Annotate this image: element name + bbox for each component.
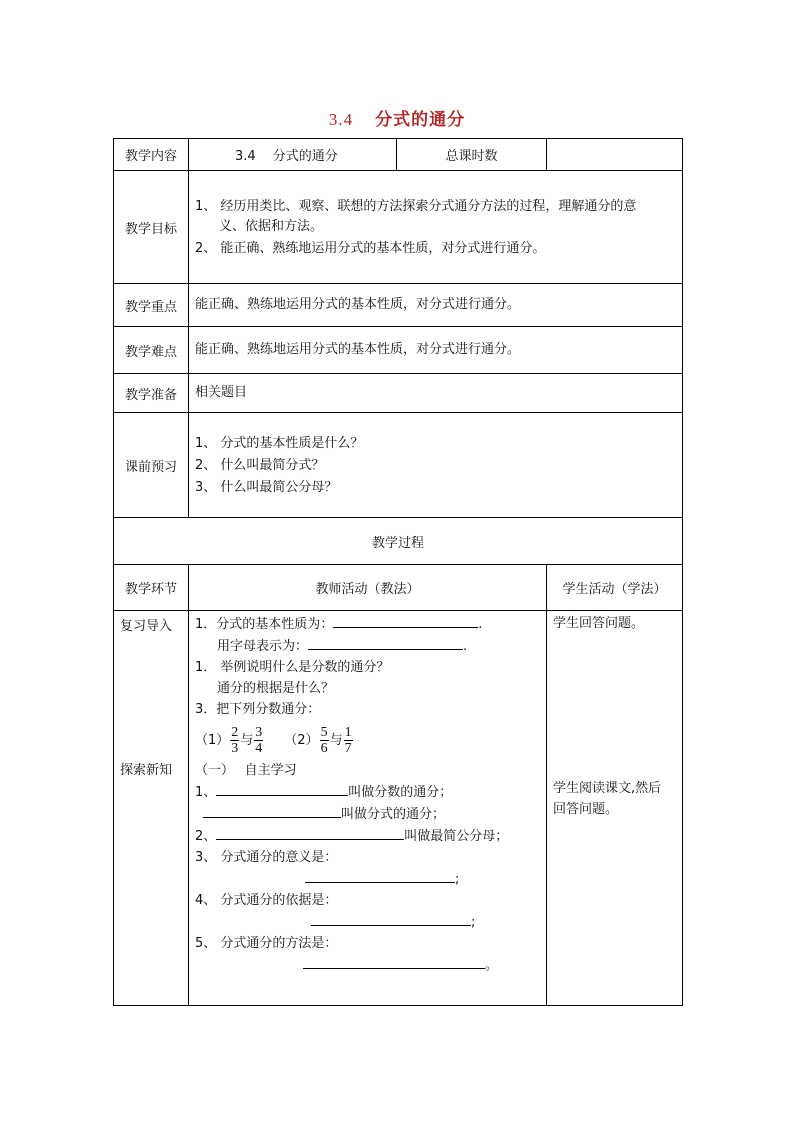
fraction: $\frac{5}{6}$ (320, 724, 328, 756)
blank-line (311, 911, 471, 926)
key-point-row (114, 283, 682, 326)
blank-line (203, 803, 341, 818)
difficulty-text: 能正确、熟练地运用分式的基本性质，对分式进行通分。 (195, 342, 521, 357)
blank-line (305, 868, 455, 883)
preview-label: 课前预习 (114, 413, 189, 517)
preview-content (189, 413, 682, 517)
step-column (114, 611, 189, 1005)
difficulty-label: 教学难点 (114, 327, 189, 373)
section-heading: （一） 自主学习 (195, 763, 297, 778)
step-header: 教学环节 (114, 565, 189, 610)
content-label: 教学内容 (114, 139, 189, 170)
content-value: 3.4 分式的通分 (189, 139, 397, 170)
document-title (0, 105, 794, 130)
teacher-line: 用字母表示为： . (195, 635, 540, 657)
preparation-row (114, 373, 682, 412)
step-review: 复习导入 (120, 619, 173, 634)
process-header-row (114, 564, 682, 610)
teacher-line: 2、 叫做最简公分母； (195, 825, 540, 847)
step-explore: 探索新知 (120, 763, 173, 778)
process-body-row (114, 610, 682, 1005)
goals-content (189, 171, 682, 283)
blank-line (216, 781, 348, 796)
process-title-row (114, 517, 682, 564)
teacher-line: 3、 分式通分的意义是： (195, 850, 338, 865)
teacher-line: 通分的根据是什么？ (217, 681, 335, 696)
process-title: 教学过程 (371, 535, 424, 551)
key-point-text: 能正确、熟练地运用分式的基本性质，对分式进行通分。 (195, 297, 521, 312)
hours-label: 总课时数 (397, 139, 547, 170)
blank-line (308, 635, 463, 650)
difficulty-row (114, 326, 682, 373)
content-row (114, 139, 682, 170)
fraction: $\frac{1}{7}$ (344, 724, 352, 756)
title-number: 3.4 (328, 110, 354, 129)
teacher-line: 4、 分式通分的依据是： (195, 893, 338, 908)
preview-row (114, 412, 682, 517)
goals-row (114, 170, 682, 283)
blank-line (303, 954, 485, 969)
student-activity: 学生回答问题。 (553, 616, 645, 631)
teacher-line: 叫做分式的通分； (195, 803, 540, 825)
key-point-label: 教学重点 (114, 284, 189, 326)
teacher-line: ; (195, 868, 540, 890)
goal-item: 1、 经历用类比、观察、联想的方法探索分式通分方法的过程，理解通分的意 (195, 199, 637, 214)
teacher-line: 5、 分式通分的方法是： (195, 936, 338, 951)
goal-item: 义、依据和方法。 (219, 219, 324, 234)
hours-value (547, 139, 682, 170)
student-activity: 回答问题。 (553, 802, 619, 817)
preview-item: 2、 什么叫最简分式？ (195, 458, 325, 473)
preparation-label: 教学准备 (114, 374, 189, 412)
teacher-line: 。 (195, 954, 540, 976)
teacher-column (189, 611, 547, 1005)
fraction: $\frac{2}{3}$ (231, 724, 239, 756)
teacher-line: 1．分式的基本性质为： . (195, 613, 540, 635)
teacher-header: 教师活动（教法） (189, 565, 547, 610)
title-text: 分式的通分 (375, 110, 466, 130)
goal-item: 2、 能正确、熟练地运用分式的基本性质，对分式进行通分。 (195, 241, 546, 256)
blank-line (216, 825, 404, 840)
fraction-exercise: （1） $\frac{2}{3}$ 与 $\frac{3}{4}$ （2） $\frac{5}{6}$ 与 $\frac{1}{7}$ (195, 724, 352, 756)
preview-item: 1、 分式的基本性质是什么？ (195, 436, 364, 451)
student-activity: 学生阅读课文,然后 (553, 781, 662, 796)
preview-item: 3、 什么叫最简公分母？ (195, 480, 338, 495)
goals-label: 教学目标 (114, 171, 189, 283)
teacher-line: 1． 举例说明什么是分数的通分？ (195, 660, 390, 675)
student-column (547, 611, 682, 1005)
teacher-line: 1、 叫做分数的通分； (195, 781, 540, 803)
lesson-plan-table (113, 138, 683, 1006)
teacher-line: ; (195, 911, 540, 933)
student-header: 学生活动（学法） (562, 582, 667, 597)
teacher-line: 3．把下列分数通分： (195, 702, 321, 717)
preparation-text: 相关题目 (195, 385, 248, 400)
blank-line (333, 613, 478, 628)
fraction: $\frac{3}{4}$ (255, 724, 263, 756)
